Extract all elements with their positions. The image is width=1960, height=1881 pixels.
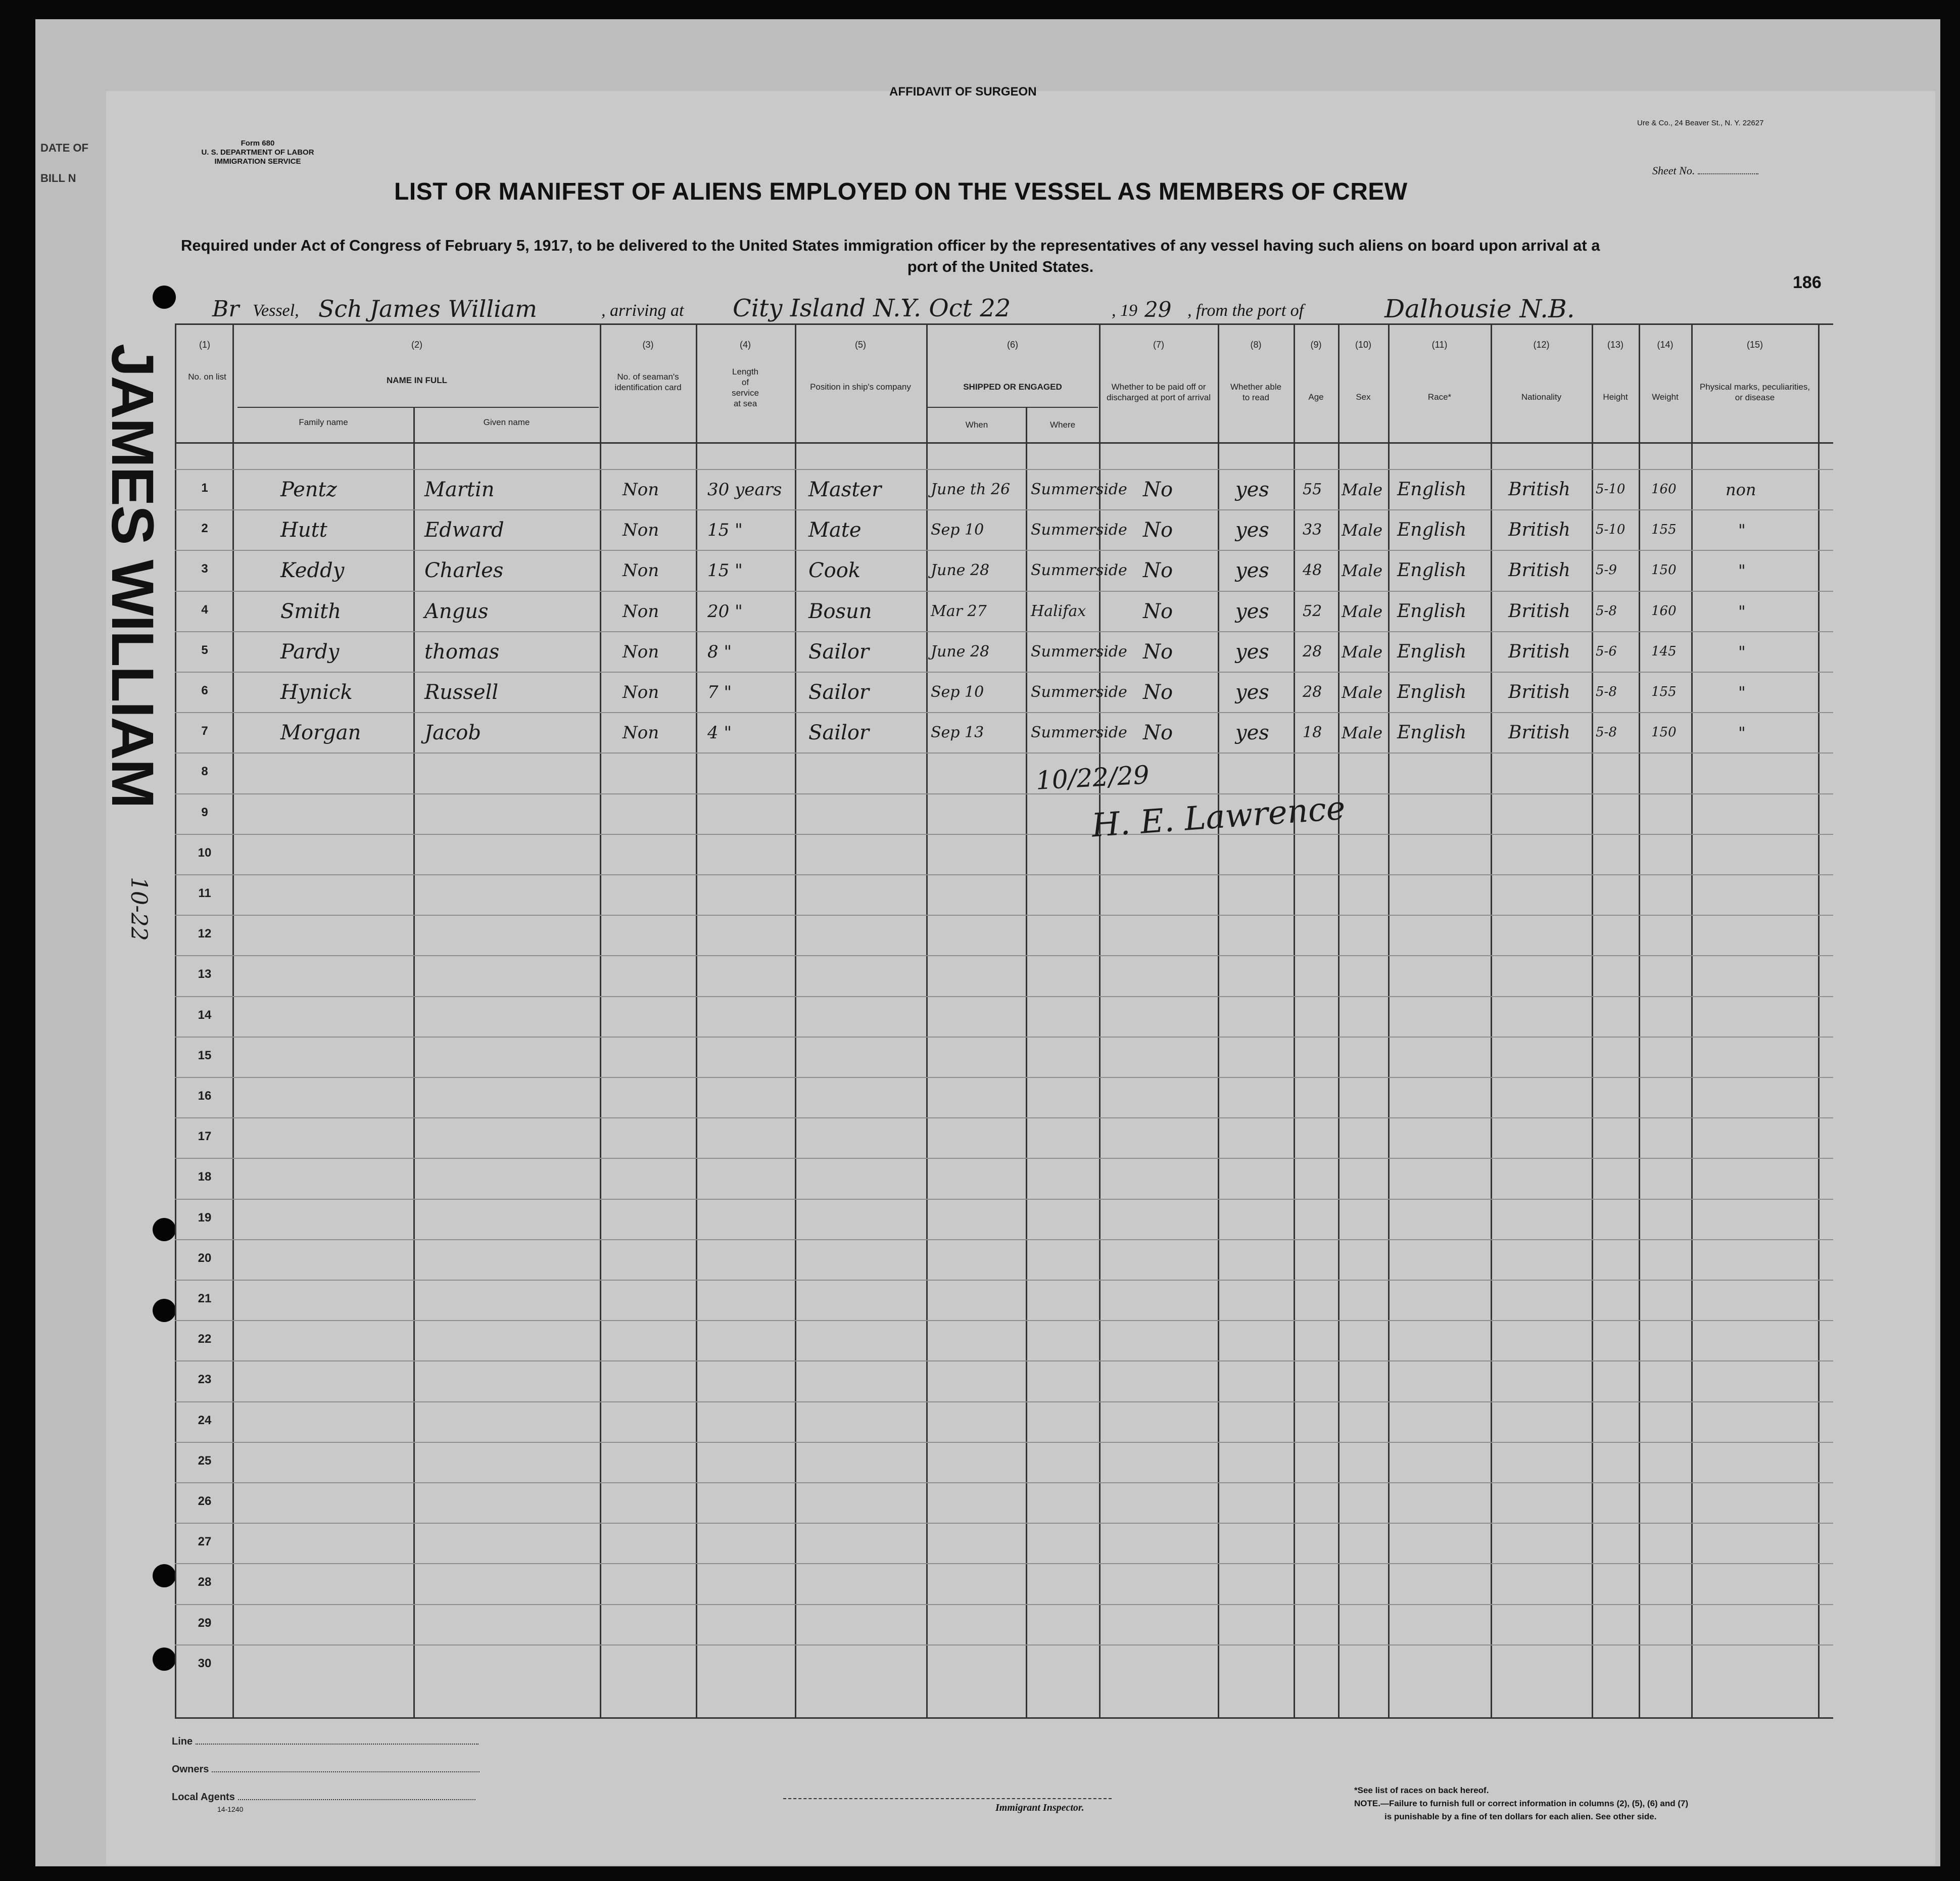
row-number: 12	[198, 927, 212, 941]
cell-given-name: Russell	[424, 681, 499, 704]
row-line	[175, 1117, 1833, 1118]
cell-height: 5-8	[1596, 603, 1617, 619]
cell-paid: No	[1143, 559, 1173, 583]
grid-line	[795, 323, 796, 1718]
col-num-7: (7)	[1153, 340, 1164, 350]
row-line	[175, 1077, 1833, 1078]
cell-sex: Male	[1342, 683, 1383, 702]
header-bottom-border	[175, 442, 1833, 444]
cell-given-name: thomas	[424, 640, 500, 664]
row-line	[175, 672, 1833, 673]
cell-given-name: Jacob	[424, 721, 481, 745]
row-line	[175, 1239, 1833, 1240]
col-num-9: (9)	[1310, 340, 1322, 350]
row-line	[175, 1401, 1833, 1402]
col-label-shipped: SHIPPED OR ENGAGED	[963, 382, 1062, 392]
row-number: 4	[201, 602, 208, 617]
cell-read: yes	[1235, 599, 1269, 623]
footnote-races: *See list of races on back hereof.	[1354, 1785, 1489, 1795]
cell-age: 48	[1303, 561, 1322, 580]
form-number: Form 680	[241, 139, 275, 148]
cell-when: Sep 10	[931, 521, 984, 539]
inspector-signature-line[interactable]	[783, 1798, 1112, 1799]
cell-where: Summerside	[1031, 481, 1127, 498]
cell-family-name: Pardy	[280, 640, 340, 664]
cell-where: Summerside	[1031, 642, 1127, 661]
row-number: 11	[198, 886, 211, 900]
col-num-15: (15)	[1746, 340, 1763, 350]
cell-weight: 155	[1651, 522, 1677, 538]
row-line	[175, 1158, 1833, 1159]
row-number: 1	[201, 481, 208, 495]
cell-marks: non	[1726, 480, 1756, 499]
row-number: 9	[201, 805, 208, 819]
cell-card: Non	[623, 480, 659, 500]
row-line	[175, 996, 1833, 997]
cell-where: Summerside	[1031, 521, 1127, 539]
col-label-name: NAME IN FULL	[387, 375, 447, 385]
row-line	[175, 753, 1833, 754]
row-number: 6	[201, 684, 208, 697]
grid-line	[926, 323, 928, 1718]
cell-family-name: Hutt	[280, 519, 327, 542]
cell-family-name: Morgan	[280, 721, 361, 745]
cell-position: Bosun	[808, 599, 872, 623]
row-number: 25	[198, 1453, 212, 1468]
grid-line	[1218, 323, 1219, 1718]
cell-given-name: Martin	[424, 478, 495, 501]
cell-service: 15 "	[707, 520, 743, 541]
col-num-1: (1)	[199, 340, 210, 350]
row-line	[175, 631, 1833, 632]
cell-race: English	[1397, 600, 1467, 622]
cell-position: Mate	[808, 519, 862, 542]
agents-field[interactable]	[172, 1792, 475, 1803]
cell-family-name: Hynick	[280, 681, 353, 704]
row-number: 23	[198, 1373, 212, 1387]
cell-card: Non	[623, 723, 659, 743]
cell-service: 15 "	[707, 560, 743, 581]
row-number: 18	[198, 1170, 212, 1184]
col-label-paid-off: Whether to be paid off or discharged at port of arrival	[1107, 382, 1211, 402]
row-number: 2	[201, 522, 208, 536]
cell-race: English	[1397, 560, 1467, 581]
grid-line	[413, 407, 415, 1718]
row-line	[175, 1360, 1833, 1361]
row-number: 7	[201, 724, 208, 738]
subheader-where: Where	[1049, 420, 1076, 430]
row-number: 10	[198, 845, 212, 860]
cell-where: Summerside	[1031, 683, 1127, 701]
row-number: 16	[198, 1089, 212, 1103]
cell-nationality: British	[1508, 682, 1570, 702]
row-line	[175, 834, 1833, 835]
row-number: 15	[198, 1048, 212, 1062]
arrival-year: 29	[1144, 297, 1172, 322]
cell-sex: Male	[1342, 480, 1383, 499]
subheader-family-name: Family name	[299, 417, 348, 427]
cell-nationality: British	[1508, 560, 1570, 581]
row-line	[175, 1199, 1833, 1200]
col-label-sex: Sex	[1356, 392, 1371, 402]
cell-read: yes	[1235, 721, 1269, 745]
row-line	[175, 550, 1833, 551]
cell-read: yes	[1235, 519, 1269, 542]
cell-card: Non	[623, 560, 659, 581]
cell-given-name: Angus	[424, 599, 489, 623]
cell-read: yes	[1235, 681, 1269, 704]
cell-nationality: British	[1508, 641, 1570, 662]
grid-line	[600, 323, 601, 1718]
col-num-8: (8)	[1250, 340, 1262, 350]
subheader-when: When	[965, 420, 988, 430]
arrival-place: City Island N.Y. Oct 22	[733, 294, 1011, 322]
col-label-race: Race*	[1427, 392, 1452, 402]
row-number: 19	[198, 1210, 212, 1225]
cell-read: yes	[1235, 640, 1269, 664]
table-top-border	[175, 323, 1833, 325]
cell-nationality: British	[1508, 722, 1570, 743]
row-number: 14	[198, 1008, 212, 1022]
sheet-label: Sheet No.	[1652, 164, 1695, 177]
grid-line	[1338, 323, 1340, 1718]
cell-service: 8 "	[707, 641, 732, 662]
cell-sex: Male	[1342, 601, 1383, 621]
grid-line	[1026, 407, 1027, 1718]
cell-service: 4 "	[707, 723, 732, 743]
grid-line	[232, 323, 234, 1718]
cell-age: 28	[1303, 642, 1322, 661]
row-number: 26	[198, 1494, 212, 1508]
cell-position: Sailor	[808, 640, 870, 664]
departure-port: Dalhousie N.B.	[1384, 294, 1575, 323]
cell-paid: No	[1143, 599, 1173, 623]
footnote-block	[1354, 1784, 1688, 1823]
cell-family-name: Smith	[280, 599, 341, 623]
cell-where: Summerside	[1031, 724, 1127, 742]
cell-position: Cook	[808, 559, 861, 583]
cell-height: 5-6	[1596, 643, 1617, 659]
cell-weight: 145	[1651, 643, 1677, 659]
cell-card: Non	[623, 520, 659, 541]
row-line	[175, 509, 1833, 510]
cell-age: 18	[1303, 724, 1322, 742]
grid-line	[1691, 323, 1693, 1718]
page-number: 186	[1793, 273, 1822, 292]
row-line	[175, 469, 1833, 470]
grid-line	[1294, 323, 1295, 1718]
cell-paid: No	[1143, 519, 1173, 542]
line-field[interactable]	[172, 1736, 479, 1748]
cell-marks: "	[1738, 642, 1746, 662]
cell-height: 5-10	[1596, 522, 1626, 538]
owners-label: Owners	[172, 1764, 209, 1775]
edge-text: DATE OF	[40, 142, 88, 154]
subheader-given-name: Given name	[483, 417, 530, 427]
col-label-card: No. of seaman's identification card	[614, 372, 682, 392]
row-number: 29	[198, 1616, 212, 1630]
cell-marks: "	[1738, 723, 1746, 743]
vessel-label: Vessel,	[253, 301, 299, 320]
cell-marks: "	[1738, 521, 1746, 540]
col-label-weight: Weight	[1652, 392, 1679, 402]
row-number: 5	[201, 643, 208, 657]
footnote-penalty-1: NOTE.—Failure to furnish full or correct information in columns (2), (5), (6) and (7)	[1354, 1799, 1689, 1808]
edge-text: BILL N	[40, 172, 76, 184]
affidavit-label: AFFIDAVIT OF SURGEON	[889, 85, 1037, 99]
cell-race: English	[1397, 641, 1467, 662]
cell-age: 55	[1303, 481, 1322, 498]
cell-race: English	[1397, 682, 1467, 702]
col-label-list-no: No. on list	[188, 372, 226, 382]
punch-hole	[153, 1218, 176, 1241]
row-line	[175, 1320, 1833, 1321]
row-line	[175, 591, 1833, 592]
cell-card: Non	[623, 601, 659, 622]
row-number: 24	[198, 1413, 212, 1427]
cell-weight: 150	[1651, 562, 1677, 578]
punch-hole	[153, 1299, 176, 1322]
row-line	[175, 874, 1833, 875]
col-num-14: (14)	[1657, 340, 1674, 350]
cell-weight: 150	[1651, 725, 1677, 740]
cell-where: Halifax	[1031, 602, 1086, 620]
punch-hole	[153, 1648, 176, 1671]
cell-race: English	[1397, 479, 1467, 500]
printer-line: Ure & Co., 24 Beaver St., N. Y. 22627	[1637, 119, 1764, 127]
cell-read: yes	[1235, 559, 1269, 583]
footnote-penalty-2: is punishable by a fine of ten dollars for each alien. See other side.	[1384, 1812, 1657, 1821]
cell-height: 5-10	[1596, 482, 1626, 497]
row-number: 17	[198, 1130, 212, 1144]
row-number: 27	[198, 1535, 212, 1549]
col-label-nationality: Nationality	[1521, 392, 1562, 402]
cell-sex: Male	[1342, 642, 1383, 662]
cell-service: 30 years	[707, 480, 782, 500]
cell-given-name: Charles	[424, 559, 504, 583]
subtitle-line-2: port of the United States.	[907, 258, 1094, 275]
cell-sex: Male	[1342, 561, 1383, 581]
cell-paid: No	[1143, 721, 1173, 745]
cell-when: June 28	[931, 642, 990, 661]
cell-family-name: Keddy	[280, 559, 345, 583]
punch-hole	[153, 1564, 176, 1587]
cell-weight: 155	[1651, 684, 1677, 699]
row-number: 8	[201, 765, 208, 779]
row-number: 3	[201, 562, 208, 576]
arriving-label: , arriving at	[601, 301, 684, 320]
name-subheader-rule	[237, 407, 599, 408]
col-label-read: Whether able to read	[1230, 382, 1282, 402]
service-label: IMMIGRATION SERVICE	[214, 157, 301, 166]
grid-line	[1592, 323, 1593, 1718]
annotation-date: 10/22/29	[1035, 760, 1150, 795]
cell-card: Non	[623, 641, 659, 662]
cell-height: 5-8	[1596, 725, 1617, 740]
col-num-12: (12)	[1533, 340, 1550, 350]
cell-marks: "	[1738, 601, 1746, 621]
cell-position: Sailor	[808, 721, 870, 745]
col-num-2: (2)	[411, 340, 422, 350]
grid-line	[1491, 323, 1492, 1718]
cell-where: Summerside	[1031, 561, 1127, 580]
row-number: 21	[198, 1292, 212, 1305]
row-line	[175, 1280, 1833, 1281]
cell-height: 5-9	[1596, 562, 1617, 578]
cell-paid: No	[1143, 478, 1173, 501]
col-num-4: (4)	[740, 340, 751, 350]
col-num-13: (13)	[1607, 340, 1623, 350]
row-number: 22	[198, 1332, 212, 1346]
cell-height: 5-8	[1596, 684, 1617, 699]
row-line	[175, 915, 1833, 916]
row-line	[175, 1523, 1833, 1524]
row-line	[175, 1563, 1833, 1564]
form-code: 14-1240	[217, 1805, 244, 1813]
col-num-10: (10)	[1355, 340, 1371, 350]
row-number: 13	[198, 967, 212, 981]
cell-marks: "	[1738, 561, 1746, 581]
punch-hole	[153, 286, 176, 309]
from-label: , from the port of	[1187, 301, 1304, 320]
cell-paid: No	[1143, 681, 1173, 704]
vessel-name: Sch James William	[318, 295, 537, 322]
side-stamp-date: 10-22	[126, 877, 152, 941]
col-label-height: Height	[1603, 392, 1628, 402]
inspector-label: Immigrant Inspector.	[995, 1802, 1084, 1813]
row-line	[175, 1644, 1833, 1645]
grid-line	[1639, 323, 1640, 1718]
cell-read: yes	[1235, 478, 1269, 501]
cell-race: English	[1397, 520, 1467, 541]
cell-family-name: Pentz	[280, 478, 337, 501]
row-line	[175, 793, 1833, 794]
cell-when: Sep 13	[931, 724, 984, 742]
cell-weight: 160	[1651, 482, 1677, 497]
col-num-5: (5)	[855, 340, 866, 350]
cell-age: 52	[1303, 602, 1322, 620]
cell-position: Sailor	[808, 681, 870, 704]
cell-nationality: British	[1508, 600, 1570, 622]
cell-nationality: British	[1508, 479, 1570, 500]
year-prefix: , 19	[1112, 301, 1137, 320]
cell-given-name: Edward	[424, 519, 504, 542]
col-label-service: Length of service at sea	[732, 367, 759, 408]
side-stamp-name: JAMES WILLIAM	[99, 344, 166, 808]
cell-when: June th 26	[931, 481, 1011, 498]
col-num-6: (6)	[1007, 340, 1018, 350]
sheet-number-field[interactable]	[1652, 164, 1758, 177]
form-block	[177, 139, 339, 166]
col-num-3: (3)	[642, 340, 654, 350]
table-bottom-border	[175, 1717, 1833, 1719]
cell-when: June 28	[931, 561, 990, 580]
row-line	[175, 1482, 1833, 1483]
row-number: 30	[198, 1656, 212, 1670]
cell-nationality: British	[1508, 520, 1570, 541]
cell-sex: Male	[1342, 521, 1383, 540]
cell-position: Master	[808, 478, 882, 501]
row-number: 20	[198, 1251, 212, 1265]
col-label-age: Age	[1308, 392, 1324, 402]
cell-when: Mar 27	[931, 602, 987, 620]
col-num-11: (11)	[1431, 340, 1448, 350]
manifest-sheet	[106, 91, 1935, 1865]
grid-line	[1818, 323, 1820, 1718]
grid-line	[1388, 323, 1390, 1718]
shipped-subheader-rule	[926, 407, 1098, 408]
cell-age: 28	[1303, 683, 1322, 701]
cell-marks: "	[1738, 683, 1746, 702]
row-line	[175, 1037, 1833, 1038]
agents-label: Local Agents	[172, 1792, 235, 1803]
line-label: Line	[172, 1736, 193, 1747]
subtitle-line-1: Required under Act of Congress of February 5, 1917, to be delivered to the United States immigration officer by the representatives of any vessel having such aliens on board upon arrival at a	[181, 237, 1600, 254]
grid-line	[175, 323, 176, 1718]
row-line	[175, 1442, 1833, 1443]
inspector-signature: H. E. Lawrence	[1090, 789, 1347, 845]
vessel-prefix: Br	[212, 296, 240, 322]
cell-service: 20 "	[707, 601, 743, 622]
row-line	[175, 955, 1833, 956]
cell-weight: 160	[1651, 603, 1677, 619]
col-label-marks: Physical marks, peculiarities, or disease	[1699, 382, 1810, 402]
row-number: 28	[198, 1575, 212, 1589]
cell-service: 7 "	[707, 682, 732, 702]
row-line	[175, 712, 1833, 713]
cell-age: 33	[1303, 521, 1322, 539]
cell-card: Non	[623, 682, 659, 702]
row-line	[175, 1604, 1833, 1605]
page-title: LIST OR MANIFEST OF ALIENS EMPLOYED ON THE VESSEL AS MEMBERS OF CREW	[394, 178, 1408, 205]
department-label: U. S. DEPARTMENT OF LABOR	[201, 148, 314, 157]
cell-sex: Male	[1342, 723, 1383, 743]
owners-field[interactable]	[172, 1764, 480, 1775]
cell-when: Sep 10	[931, 683, 984, 701]
col-label-position: Position in ship's company	[810, 382, 911, 392]
grid-line	[696, 323, 697, 1718]
cell-race: English	[1397, 722, 1467, 743]
cell-paid: No	[1143, 640, 1173, 664]
